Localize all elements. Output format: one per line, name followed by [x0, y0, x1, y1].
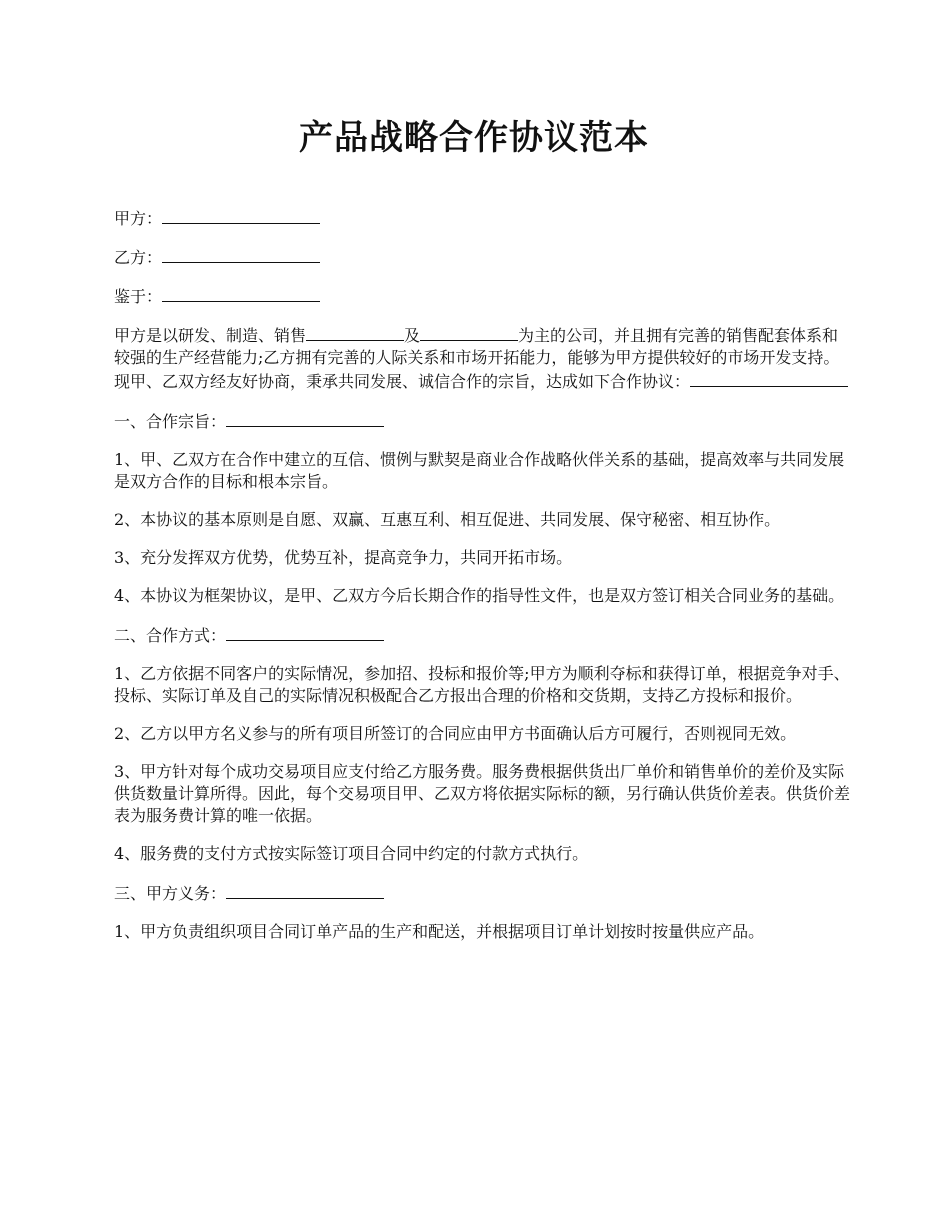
clause-paragraph: 3、甲方针对每个成功交易项目应支付给乙方服务费。服务费根据供货出厂单价和销售单价的差价及实际供货数量计算所得。因此，每个交易项目甲、乙双方将依据实际标的额，另行确认供货价差表。供货价差表为服务费计算的唯一依据。	[114, 762, 851, 825]
product-blank-1[interactable]	[306, 323, 404, 341]
section-heading-text: 二、合作方式：	[114, 626, 227, 645]
intro-text-2: 及	[404, 326, 421, 345]
section-heading-text: 三、甲方义务：	[114, 884, 227, 903]
clause-paragraph: 2、乙方以甲方名义参与的所有项目所签订的合同应由甲方书面确认后方可履行，否则视同无效。	[114, 724, 797, 743]
intro-text-3: 为主的公司，并且拥有完善的销售配套体系和较强的生产经营能力;乙方拥有完善的人际关系和市场开拓能力，能够为甲方提供较好的市场开发支持。现甲、乙双方经友好协商，秉承共同发展、诚信合作的宗旨，达成如下合作协议：	[114, 326, 840, 391]
section-heading	[114, 881, 854, 905]
witness-field	[114, 284, 854, 308]
section-heading-text: 一、合作宗旨：	[114, 412, 227, 431]
clause-paragraph: 1、乙方依据不同客户的实际情况，参加招、投标和报价等;甲方为顺利夺标和获得订单，根据竞争对手、投标、实际订单及自己的实际情况积极配合乙方报出合理的价格和交货期，支持乙方投标和报价。	[114, 664, 850, 705]
section-heading-blank[interactable]	[226, 881, 384, 899]
intro-paragraph	[114, 323, 854, 393]
clause-paragraph: 4、服务费的支付方式按实际签订项目合同中约定的付款方式执行。	[114, 844, 589, 863]
clause-paragraph: 4、本协议为框架协议，是甲、乙双方今后长期合作的指导性文件，也是双方签订相关合同业务的基础。	[114, 586, 845, 605]
party-a-field	[114, 206, 854, 230]
product-blank-2[interactable]	[420, 323, 518, 341]
party-b-label: 乙方：	[114, 248, 163, 267]
section-heading	[114, 409, 854, 433]
clause-paragraph: 3、充分发挥双方优势，优势互补，提高竞争力，共同开拓市场。	[114, 548, 573, 567]
clause-paragraph: 1、甲方负责组织项目合同订单产品的生产和配送，并根据项目订单计划按时按量供应产品。	[114, 922, 765, 941]
clause-paragraph: 2、本协议的基本原则是自愿、双赢、互惠互利、相互促进、共同发展、保守秘密、相互协作。	[114, 510, 781, 529]
party-a-label: 甲方：	[114, 209, 163, 228]
party-b-field	[114, 245, 854, 269]
witness-label: 鉴于：	[114, 287, 163, 306]
document-page	[114, 108, 854, 959]
section-heading-blank[interactable]	[226, 623, 384, 641]
witness-blank[interactable]	[162, 284, 320, 302]
intro-end-blank[interactable]	[690, 369, 848, 387]
document-title: 产品战略合作协议范本	[299, 118, 649, 158]
intro-text-1: 甲方是以研发、制造、销售	[114, 326, 307, 345]
clause-paragraph: 1、甲、乙双方在合作中建立的互信、惯例与默契是商业合作战略伙伴关系的基础，提高效率与共同发展是双方合作的目标和根本宗旨。	[114, 450, 845, 491]
section-heading	[114, 623, 854, 647]
party-b-blank[interactable]	[162, 245, 320, 263]
party-a-blank[interactable]	[162, 206, 320, 224]
section-heading-blank[interactable]	[226, 409, 384, 427]
